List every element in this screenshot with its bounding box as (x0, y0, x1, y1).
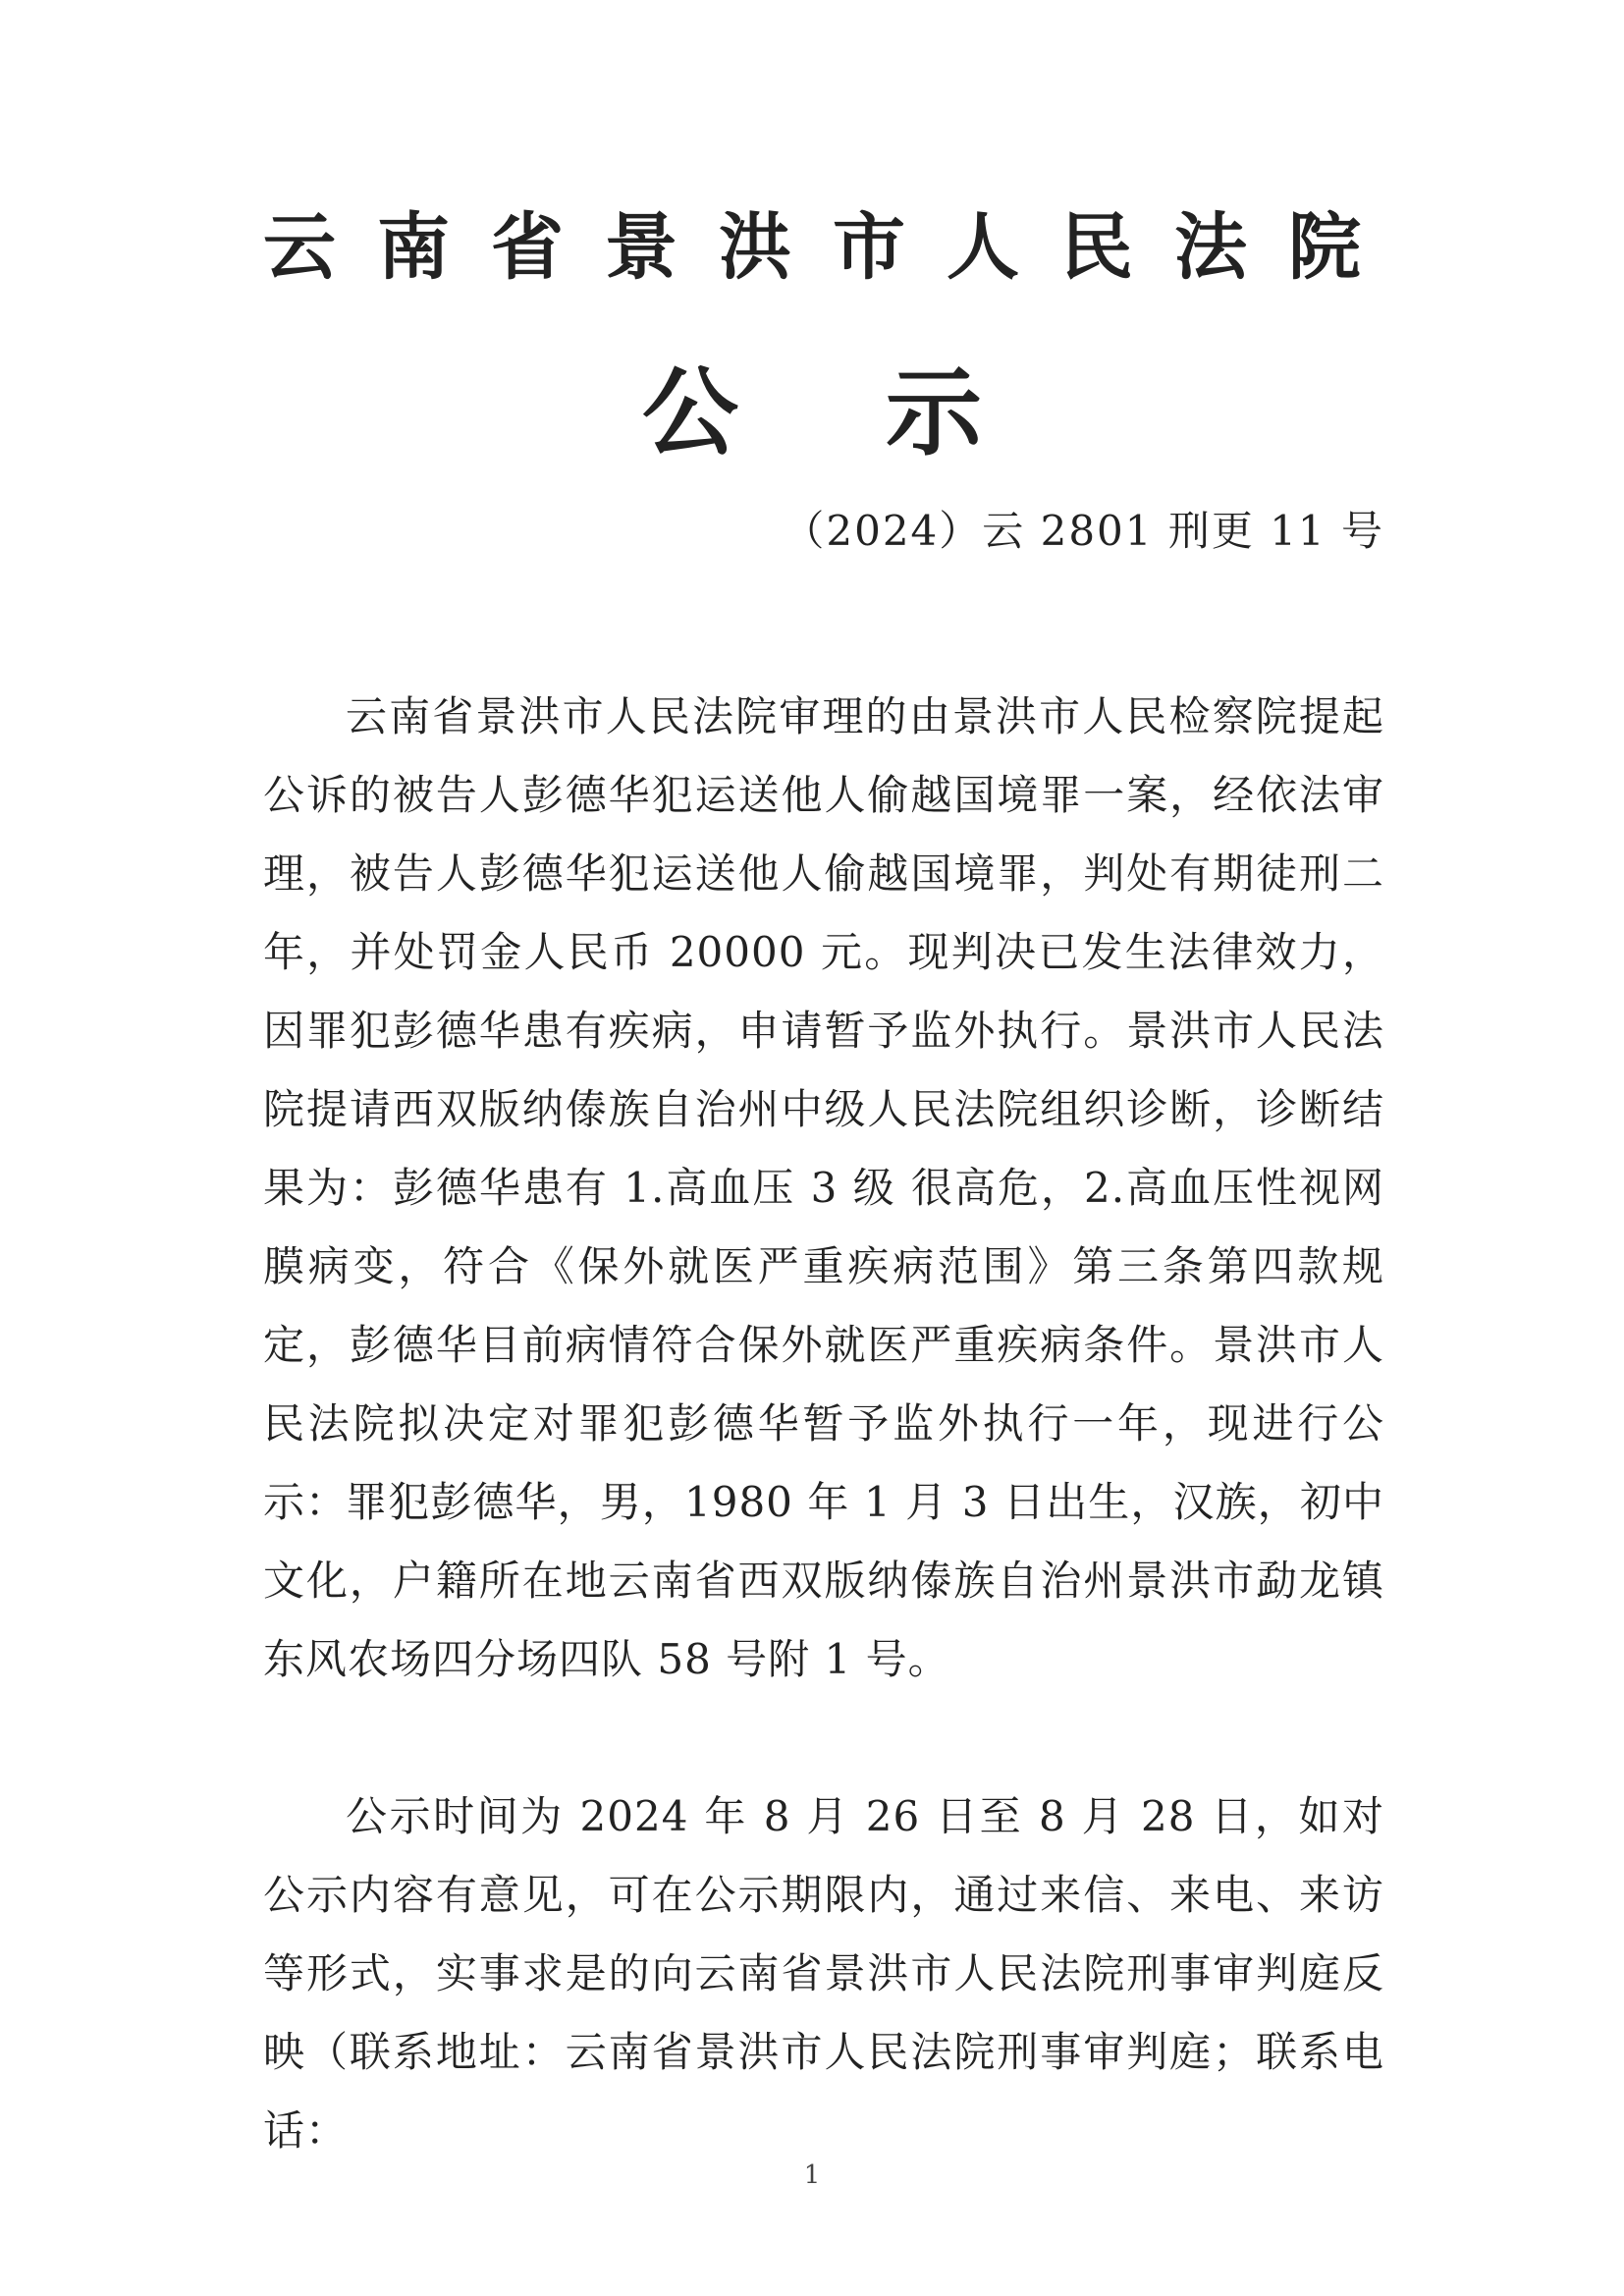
body-paragraph-criminal-info: 罪犯彭德华，男，1980 年 1 月 3 日出生，汉族，初中文化，户籍所在地云南省西双版纳傣族自治州景洪市勐龙镇东风农场四分场四队 58 号附 1 号。 (263, 1478, 1384, 1683)
document-number: （2024）云 2801 刑更 11 号 (783, 507, 1384, 555)
body-paragraph-case: 云南省景洪市人民法院审理的由景洪市人民检察院提起公诉的被告人彭德华犯运送他人偷越国境罪一案，经依法审理，被告人彭德华犯运送他人偷越国境罪，判处有期徒刑二年，并处罚金人民币 20000 元。现判决已发生法律效力，因罪犯彭德华患有疾病，申请暂予监外执行。景洪市人民法院提请西双版纳傣族自治州中级人民法院组织诊断，诊断结果为：彭德华患有 1.高血压 3 级 很高危，2.高血压性视网膜病变，符合《保外就医严重疾病范围》第三条第四款规定，彭德华目前病情符合保外就医严重疾病条件。景洪市人民法院拟决定对罪犯彭德华暂予监外执行一年，现进行公示： (263, 692, 1384, 1526)
body-paragraph-notice-period: 公示时间为 2024 年 8 月 26 日至 8 月 28 日，如对公示内容有意见，可在公示期限内，通过来信、来电、来访等形式，实事求是的向云南省景洪市人民法院刑事审判庭反映（联系地址：云南省景洪市人民法院刑事审判庭；联系电话： (263, 1792, 1384, 2155)
court-title: 云南省景洪市人民法院 (263, 205, 1402, 290)
page-number: 1 (803, 2160, 821, 2190)
notice-heading: 公示 (641, 356, 1129, 469)
